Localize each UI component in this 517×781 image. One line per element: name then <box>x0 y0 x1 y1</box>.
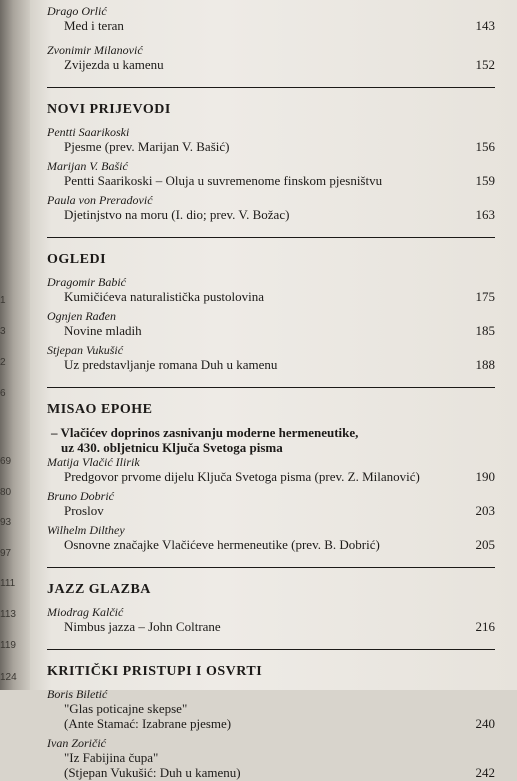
entry-page: 216 <box>475 619 495 634</box>
toc-entry <box>47 736 495 780</box>
section-heading: OGLEDI <box>47 252 107 267</box>
entry-page: 185 <box>475 323 495 338</box>
margin-number: 124 <box>0 672 17 683</box>
entry-page: 205 <box>475 537 495 552</box>
entry-title: Osnovne značajke Vlačićeve hermeneutike (prev. B. Dobrić) 205 <box>64 537 495 552</box>
entry-author: Ivan Zoričić <box>47 736 106 750</box>
toc-entry <box>47 309 495 338</box>
entry-author: Wilhelm Dilthey <box>47 523 125 537</box>
toc-entry <box>47 4 495 33</box>
entry-page: 143 <box>475 18 495 33</box>
entry-subtitle: "Glas poticajne skepse" <box>64 701 188 716</box>
margin-number: 119 <box>0 640 16 651</box>
entry-page: 203 <box>475 503 495 518</box>
entry-page: 175 <box>475 289 495 304</box>
entry-title: Proslov 203 <box>64 503 495 518</box>
entry-subtitle: "Iz Fabijina čupa" <box>64 750 159 765</box>
section-divider <box>47 237 495 238</box>
margin-number: 69 <box>0 456 12 467</box>
toc-entry <box>47 193 495 222</box>
entry-page: 240 <box>475 716 495 731</box>
section-heading: NOVI PRIJEVODI <box>47 102 171 117</box>
section-lead: uz 430. obljetnicu Ključa Svetoga pisma <box>61 440 283 455</box>
entry-title: Novine mladih 185 <box>64 323 495 338</box>
toc-entry <box>47 275 495 304</box>
section-heading: KRITIČKI PRISTUPI I OSVRTI <box>47 664 263 679</box>
margin-number: 3 <box>0 326 6 337</box>
entry-author: Miodrag Kalčić <box>47 605 124 619</box>
entry-author: Ognjen Rađen <box>47 309 116 323</box>
margin-number: 93 <box>0 517 12 528</box>
entry-title: Pjesme (prev. Marijan V. Bašić) 156 <box>64 139 495 154</box>
margin-number: 113 <box>0 609 16 620</box>
entry-page: 159 <box>475 173 495 188</box>
entry-title: Predgovor prvome dijelu Ključa Svetoga pisma (prev. Z. Milanović) 190 <box>64 469 495 484</box>
entry-author: Paula von Preradović <box>47 193 153 207</box>
entry-author: Dragomir Babić <box>47 275 126 289</box>
section-divider <box>47 87 495 88</box>
entry-page: 152 <box>475 57 495 72</box>
table-of-contents <box>47 0 495 781</box>
entry-page: 188 <box>475 357 495 372</box>
entry-title: Djetinjstvo na moru (I. dio; prev. V. Božac) 163 <box>64 207 495 222</box>
margin-number: 80 <box>0 487 12 498</box>
section-divider <box>47 649 495 650</box>
entry-author: Bruno Dobrić <box>47 489 114 503</box>
toc-entry <box>47 343 495 372</box>
toc-entry <box>47 489 495 518</box>
entry-author: Boris Biletić <box>47 687 108 701</box>
section-lead: – Vlačićev doprinos zasnivanju moderne hermeneutike, <box>51 425 359 440</box>
margin-page-numbers <box>0 0 20 690</box>
toc-entry <box>47 125 495 154</box>
entry-author: Pentti Saarikoski <box>47 125 130 139</box>
toc-entry <box>47 687 495 731</box>
toc-entry <box>47 605 495 634</box>
section-heading: MISAO EPOHE <box>47 402 153 417</box>
margin-number: 1 <box>0 295 6 306</box>
entry-author: Matija Vlačić Ilirik <box>47 455 140 469</box>
entry-title: Kumičićeva naturalistička pustolovina 175 <box>64 289 495 304</box>
toc-entry <box>47 43 495 72</box>
entry-page: 242 <box>475 765 495 780</box>
toc-entry <box>47 455 495 484</box>
section-divider <box>47 567 495 568</box>
entry-author: Zvonimir Milanović <box>47 43 143 57</box>
entry-page: 156 <box>475 139 495 154</box>
entry-page: 190 <box>475 469 495 484</box>
margin-number: 111 <box>0 578 16 589</box>
entry-author: Stjepan Vukušić <box>47 343 124 357</box>
toc-entry <box>47 523 495 552</box>
entry-title: (Ante Stamać: Izabrane pjesme) 240 <box>64 716 495 731</box>
entry-title: Pentti Saarikoski – Oluja u suvremenome finskom pjesništvu 159 <box>64 173 495 188</box>
section-heading: JAZZ GLAZBA <box>47 582 151 597</box>
entry-title: Zvijezda u kamenu 152 <box>64 57 495 72</box>
entry-author: Marijan V. Bašić <box>47 159 128 173</box>
entry-author: Drago Orlić <box>47 4 107 18</box>
section-divider <box>47 387 495 388</box>
margin-number: 97 <box>0 548 12 559</box>
entry-title: Med i teran 143 <box>64 18 495 33</box>
entry-title: Uz predstavljanje romana Duh u kamenu 188 <box>64 357 495 372</box>
entry-title: Nimbus jazza – John Coltrane 216 <box>64 619 495 634</box>
toc-entry <box>47 159 495 188</box>
margin-number: 6 <box>0 388 6 399</box>
margin-number: 2 <box>0 357 6 368</box>
entry-title: (Stjepan Vukušić: Duh u kamenu) 242 <box>64 765 495 780</box>
entry-page: 163 <box>475 207 495 222</box>
